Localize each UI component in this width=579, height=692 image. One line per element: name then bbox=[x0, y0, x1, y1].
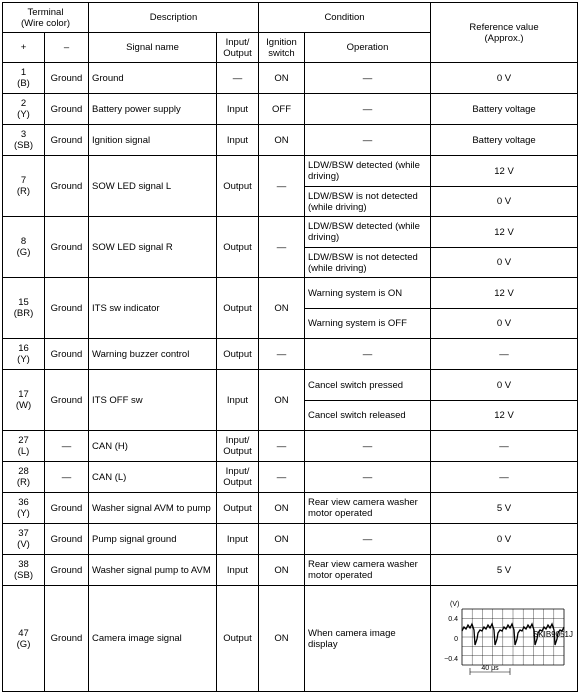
terminal-wire-color: (R) bbox=[16, 186, 31, 197]
signal-name-cell: ITS sw indicator bbox=[89, 278, 217, 339]
terminal-cell bbox=[3, 555, 45, 586]
terminal-number: 38 bbox=[18, 559, 29, 570]
table-row bbox=[3, 586, 578, 692]
terminal-cell bbox=[3, 431, 45, 462]
table-row bbox=[3, 94, 578, 125]
reference-value-cell: 0 V bbox=[431, 524, 578, 555]
minus-terminal-cell: Ground bbox=[45, 524, 89, 555]
minus-terminal-cell: Ground bbox=[45, 125, 89, 156]
terminal-wire-color: (Y) bbox=[17, 354, 30, 365]
signal-name-cell: Battery power supply bbox=[89, 94, 217, 125]
terminal-wire-color: (Y) bbox=[17, 109, 30, 120]
ignition-switch-cell: ON bbox=[259, 493, 305, 524]
terminal-wire-color: (G) bbox=[16, 638, 31, 650]
minus-terminal-cell: Ground bbox=[45, 156, 89, 217]
reference-value-cell: 0 V bbox=[431, 370, 578, 401]
terminal-header bbox=[3, 3, 89, 33]
signal-name-cell: ITS OFF sw bbox=[89, 370, 217, 431]
terminal-wire-color: (G) bbox=[16, 247, 31, 258]
operation-cell: Warning system is OFF bbox=[305, 309, 431, 339]
operation-cell: — bbox=[305, 524, 431, 555]
input-output-cell: Output bbox=[217, 493, 259, 524]
figure-code: SKIB9051J bbox=[532, 630, 573, 639]
input-output-cell: Output bbox=[217, 217, 259, 278]
minus-terminal-cell: Ground bbox=[45, 217, 89, 278]
signal-name-cell: CAN (H) bbox=[89, 431, 217, 462]
table-row bbox=[3, 555, 578, 586]
input-output-cell: Input bbox=[217, 370, 259, 431]
operation-cell: — bbox=[305, 339, 431, 370]
reference-value-cell: Battery voltage bbox=[431, 94, 578, 125]
spec-table-body bbox=[3, 63, 578, 692]
terminal-cell bbox=[3, 156, 45, 217]
terminal-cell bbox=[3, 370, 45, 431]
terminal-cell bbox=[3, 94, 45, 125]
input-output-cell: Output bbox=[217, 278, 259, 339]
table-row bbox=[3, 217, 578, 248]
terminal-number: 7 bbox=[20, 175, 27, 186]
reference-value-cell: — bbox=[431, 339, 578, 370]
reference-value-cell: 12 V bbox=[431, 278, 578, 309]
terminal-cell bbox=[3, 217, 45, 278]
signal-name-header: Signal name bbox=[89, 33, 217, 63]
scope-y-label-bottom: −0.4 bbox=[444, 655, 459, 663]
table-row bbox=[3, 63, 578, 94]
scope-y-label-top: 0.4 bbox=[448, 615, 459, 623]
input-output-header-line1: Input/ bbox=[225, 36, 250, 48]
operation-header: Operation bbox=[305, 33, 431, 63]
terminal-number: 47 bbox=[18, 627, 29, 639]
terminal-number: 28 bbox=[18, 466, 29, 477]
operation-cell: — bbox=[305, 431, 431, 462]
table-row bbox=[3, 493, 578, 524]
operation-cell: LDW/BSW is not detected (while driving) bbox=[305, 248, 431, 278]
terminal-wire-color: (L) bbox=[17, 446, 30, 457]
reference-value-cell: 0 V bbox=[431, 187, 578, 217]
minus-terminal-cell: Ground bbox=[45, 278, 89, 339]
minus-terminal-cell: Ground bbox=[45, 586, 89, 692]
terminal-number: 16 bbox=[18, 343, 29, 354]
operation-cell: Warning system is ON bbox=[305, 278, 431, 309]
terminal-spec-table bbox=[2, 2, 578, 692]
reference-value-cell: — bbox=[431, 462, 578, 493]
ignition-switch-header bbox=[259, 33, 305, 63]
reference-value-cell: 12 V bbox=[431, 156, 578, 187]
input-output-header-line2: Output bbox=[223, 47, 252, 59]
ignition-switch-cell: — bbox=[259, 462, 305, 493]
reference-value-cell: 0 V bbox=[431, 63, 578, 94]
minus-terminal-cell: — bbox=[45, 431, 89, 462]
approx-header-label: (Approx.) bbox=[484, 32, 524, 44]
terminal-cell bbox=[3, 125, 45, 156]
signal-name-cell: SOW LED signal L bbox=[89, 156, 217, 217]
table-row bbox=[3, 156, 578, 187]
operation-cell: — bbox=[305, 125, 431, 156]
ignition-switch-cell: ON bbox=[259, 63, 305, 94]
ignition-switch-cell: ON bbox=[259, 370, 305, 431]
operation-cell: — bbox=[305, 63, 431, 94]
terminal-number: 17 bbox=[18, 389, 29, 400]
terminal-wire-color: (BR) bbox=[13, 308, 34, 319]
operation-cell: When camera image display bbox=[305, 586, 431, 692]
ignition-switch-cell: ON bbox=[259, 586, 305, 692]
terminal-cell bbox=[3, 339, 45, 370]
ignition-switch-cell: — bbox=[259, 217, 305, 278]
operation-cell: LDW/BSW is not detected (while driving) bbox=[305, 187, 431, 217]
terminal-wire-color: (Y) bbox=[17, 508, 30, 519]
reference-value-cell: 5 V bbox=[431, 555, 578, 586]
terminal-cell bbox=[3, 493, 45, 524]
terminal-number: 2 bbox=[20, 98, 27, 109]
plus-header: + bbox=[3, 33, 45, 63]
input-output-cell: Input bbox=[217, 524, 259, 555]
terminal-wire-color: (SB) bbox=[14, 570, 33, 581]
input-output-cell: Output bbox=[217, 339, 259, 370]
signal-name-cell: Washer signal pump to AVM bbox=[89, 555, 217, 586]
terminal-number: 3 bbox=[20, 129, 27, 140]
input-output-cell: Input/ Output bbox=[217, 431, 259, 462]
reference-value-cell: 0 V bbox=[431, 309, 578, 339]
table-row bbox=[3, 278, 578, 309]
minus-terminal-cell: Ground bbox=[45, 94, 89, 125]
input-output-cell: Output bbox=[217, 156, 259, 217]
signal-name-cell: Washer signal AVM to pump bbox=[89, 493, 217, 524]
reference-header-label: Reference value bbox=[469, 21, 539, 33]
terminal-cell bbox=[3, 586, 45, 692]
table-row bbox=[3, 524, 578, 555]
operation-cell: Rear view camera washer motor operated bbox=[305, 555, 431, 586]
terminal-wire-color: (W) bbox=[15, 400, 32, 411]
ignition-header-line1: Ignition bbox=[266, 36, 297, 48]
input-output-cell: Input bbox=[217, 555, 259, 586]
reference-value-cell: — bbox=[431, 431, 578, 462]
signal-name-cell: Ignition signal bbox=[89, 125, 217, 156]
ignition-switch-cell: — bbox=[259, 431, 305, 462]
input-output-cell: — bbox=[217, 63, 259, 94]
terminal-cell bbox=[3, 524, 45, 555]
operation-cell: Cancel switch released bbox=[305, 401, 431, 431]
signal-name-cell: CAN (L) bbox=[89, 462, 217, 493]
ignition-header-line2: switch bbox=[268, 47, 295, 59]
condition-header: Condition bbox=[259, 3, 431, 33]
scope-time-label: 40 μs bbox=[481, 664, 499, 672]
terminal-wire-color: (SB) bbox=[14, 140, 33, 151]
operation-cell: Rear view camera washer motor operated bbox=[305, 493, 431, 524]
ignition-switch-cell: — bbox=[259, 339, 305, 370]
terminal-wire-color: (R) bbox=[16, 477, 31, 488]
terminal-number: 37 bbox=[18, 528, 29, 539]
signal-name-cell: Ground bbox=[89, 63, 217, 94]
operation-cell: LDW/BSW detected (while driving) bbox=[305, 156, 431, 187]
reference-value-cell: Battery voltage bbox=[431, 125, 578, 156]
minus-terminal-cell: Ground bbox=[45, 63, 89, 94]
table-row bbox=[3, 125, 578, 156]
minus-terminal-cell: Ground bbox=[45, 493, 89, 524]
reference-header bbox=[431, 3, 578, 63]
scope-y-label-mid: 0 bbox=[454, 635, 459, 643]
terminal-cell bbox=[3, 278, 45, 339]
terminal-number: 15 bbox=[18, 297, 29, 308]
signal-name-cell: Camera image signal bbox=[89, 586, 217, 692]
ignition-switch-cell: OFF bbox=[259, 94, 305, 125]
reference-value-cell: 5 V bbox=[431, 493, 578, 524]
terminal-number: 36 bbox=[18, 497, 29, 508]
ignition-switch-cell: ON bbox=[259, 125, 305, 156]
table-row bbox=[3, 339, 578, 370]
operation-cell: — bbox=[305, 462, 431, 493]
operation-cell: Cancel switch pressed bbox=[305, 370, 431, 401]
minus-terminal-cell: Ground bbox=[45, 370, 89, 431]
terminal-number: 27 bbox=[18, 435, 29, 446]
operation-cell: — bbox=[305, 94, 431, 125]
terminal-header-label: Terminal bbox=[27, 6, 64, 18]
table-row bbox=[3, 462, 578, 493]
minus-terminal-cell: Ground bbox=[45, 555, 89, 586]
wire-color-header-label: (Wire color) bbox=[20, 17, 71, 29]
reference-value-cell: 0 V bbox=[431, 248, 578, 278]
input-output-cell: Input bbox=[217, 125, 259, 156]
terminal-number: 8 bbox=[20, 236, 27, 247]
input-output-cell: Input/ Output bbox=[217, 462, 259, 493]
terminal-wire-color: (B) bbox=[17, 78, 30, 89]
input-output-cell: Output bbox=[217, 586, 259, 692]
minus-terminal-cell: Ground bbox=[45, 339, 89, 370]
input-output-cell: Input bbox=[217, 94, 259, 125]
scope-unit-label: (V) bbox=[450, 600, 460, 608]
input-output-header bbox=[217, 33, 259, 63]
reference-value-cell: 12 V bbox=[431, 401, 578, 431]
terminal-wire-color: (V) bbox=[17, 539, 30, 550]
table-row bbox=[3, 370, 578, 401]
signal-name-cell: Warning buzzer control bbox=[89, 339, 217, 370]
description-header: Description bbox=[89, 3, 259, 33]
ignition-switch-cell: ON bbox=[259, 278, 305, 339]
signal-name-cell: SOW LED signal R bbox=[89, 217, 217, 278]
minus-header: – bbox=[45, 33, 89, 63]
signal-name-cell: Pump signal ground bbox=[89, 524, 217, 555]
terminal-number: 1 bbox=[20, 67, 27, 78]
operation-cell: LDW/BSW detected (while driving) bbox=[305, 217, 431, 248]
table-row bbox=[3, 431, 578, 462]
ignition-switch-cell: ON bbox=[259, 555, 305, 586]
terminal-cell bbox=[3, 63, 45, 94]
reference-value-cell: 12 V bbox=[431, 217, 578, 248]
terminal-cell bbox=[3, 462, 45, 493]
ignition-switch-cell: — bbox=[259, 156, 305, 217]
ignition-switch-cell: ON bbox=[259, 524, 305, 555]
minus-terminal-cell: — bbox=[45, 462, 89, 493]
